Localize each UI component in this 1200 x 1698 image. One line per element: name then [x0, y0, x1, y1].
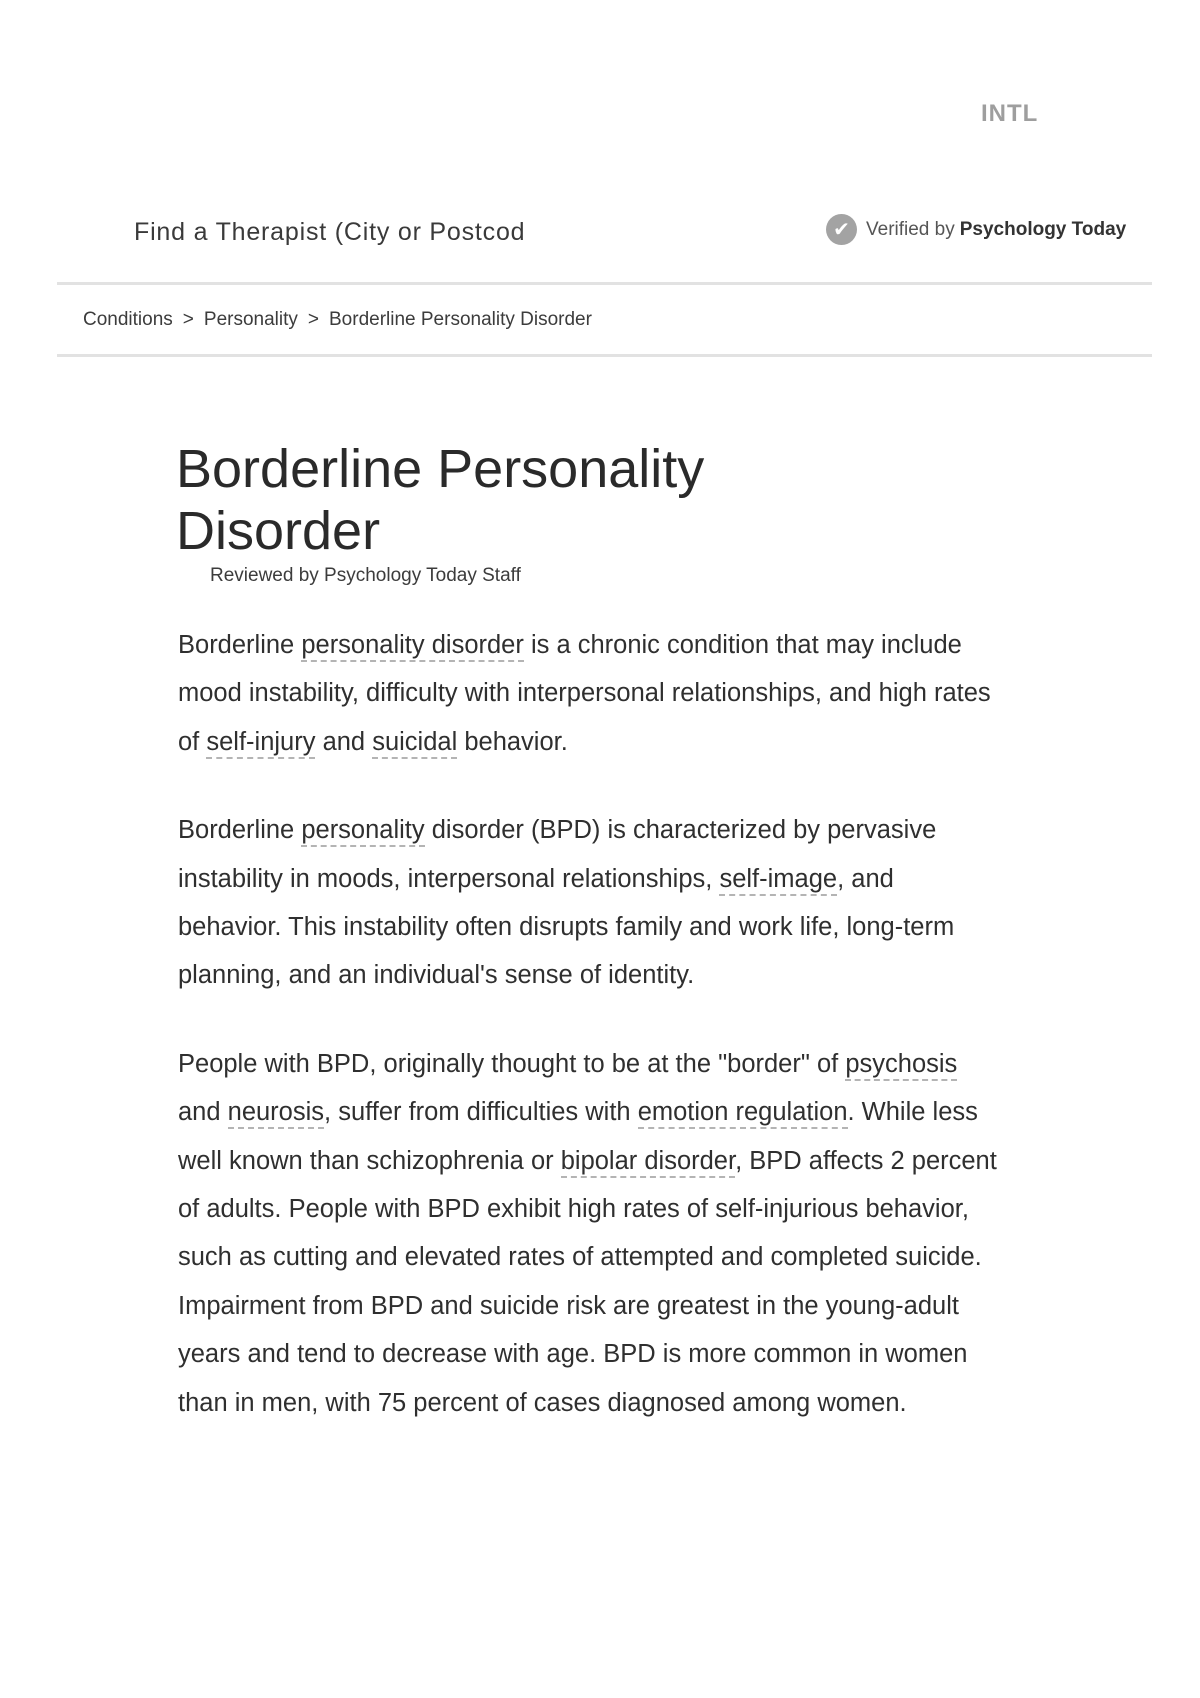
paragraph-text: , BPD affects 2 percent of adults. People with BPD exhibit high rates of self-injurious behavior, such as cutting and elevated rates of attempted and completed suicide. Impairment from BPD and suicide risk are greatest in the young-adult years and tend to decrease with age. BPD is more common in women than in men, with 75 percent of cases diagnosed among women.	[178, 1146, 997, 1417]
verified-by-badge[interactable]	[826, 214, 1126, 245]
paragraph-text: , suffer from difficulties with	[324, 1098, 638, 1127]
reviewed-by: Reviewed by Psychology Today Staff	[210, 565, 521, 586]
term-link-bipolar-disorder[interactable]: bipolar disorder	[561, 1147, 735, 1178]
paragraph-text: is a chronic condition that may include mood instability, difficulty with interpersonal relationships, and high rates of	[178, 631, 991, 756]
breadcrumb-item-personality[interactable]: Personality	[203, 309, 298, 330]
check-circle-icon: ✔	[826, 214, 857, 245]
article-paragraph	[178, 806, 998, 1000]
paragraph-text: behavior.	[457, 727, 568, 756]
term-link-personality[interactable]: personality	[301, 816, 424, 847]
paragraph-text: . While less well known than schizophrenia or	[178, 1098, 978, 1175]
term-link-psychosis[interactable]: psychosis	[845, 1050, 957, 1081]
term-link-self-injury[interactable]: self-injury	[206, 728, 315, 759]
paragraph-text: , and behavior. This instability often disrupts family and work life, long-term planning, and an individual's sense of identity.	[178, 864, 955, 990]
breadcrumb-divider	[57, 354, 1152, 357]
paragraph-text: People with BPD, originally thought to be at the "border" of	[178, 1049, 846, 1078]
paragraph-text: Borderline	[178, 816, 302, 845]
header-divider	[57, 282, 1152, 285]
breadcrumb	[83, 309, 592, 331]
paragraph-text: Borderline	[178, 631, 302, 659]
breadcrumb-separator: >	[307, 309, 319, 330]
paragraph-text: disorder (BPD) is characterized by pervasive instability in moods, interpersonal relationships,	[178, 816, 937, 893]
breadcrumb-separator: >	[182, 309, 194, 330]
term-link-self-image[interactable]: self-image	[719, 865, 837, 896]
paragraph-text: and	[178, 1098, 228, 1127]
verified-brand: Psychology Today	[959, 218, 1127, 240]
breadcrumb-item-conditions[interactable]: Conditions	[83, 309, 173, 330]
article-paragraph	[178, 1040, 998, 1427]
paragraph-text: and	[315, 727, 373, 756]
term-link-suicidal[interactable]: suicidal	[372, 728, 457, 759]
term-link-neurosis[interactable]: neurosis	[228, 1098, 324, 1129]
verified-prefix: Verified by	[866, 218, 955, 240]
term-link-personality-disorder[interactable]: personality disorder	[301, 631, 524, 662]
find-therapist-search-input[interactable]	[134, 214, 549, 250]
intl-link[interactable]: INTL	[981, 100, 1039, 127]
page-title: Borderline Personality Disorder	[176, 439, 705, 561]
article-body	[178, 621, 998, 1467]
breadcrumb-item-current[interactable]: Borderline Personality Disorder	[329, 309, 592, 330]
term-link-emotion-regulation[interactable]: emotion regulation	[638, 1098, 848, 1129]
article-paragraph	[178, 621, 998, 766]
